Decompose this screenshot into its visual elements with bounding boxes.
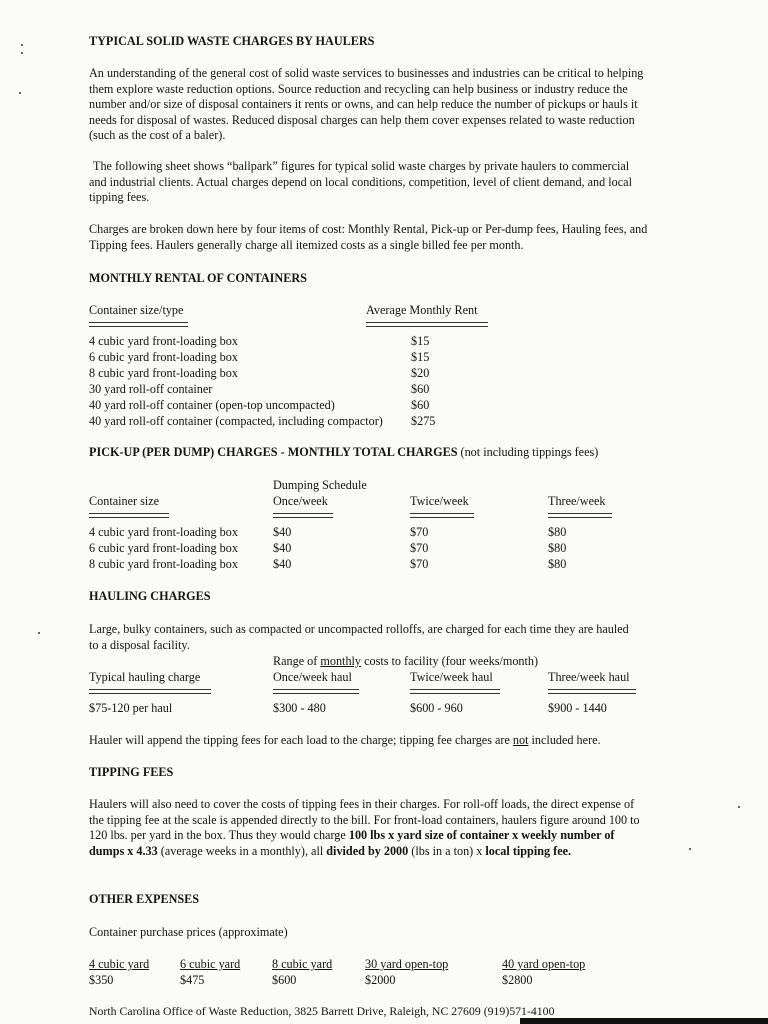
intro-paragraph: An understanding of the general cost of solid waste services to businesses and industries can be critical to helping them explore waste reduction options. Source reduction and recycling can help business or industry reduce the number and/or size of disposal containers it rents or owns, and can help reduce the number of pickups or hauls it needs for disposal of wastes. Reduced disposal charges can help them cover expenses related to waste reduction (such as the cost of a baler). <box>89 66 644 143</box>
hauling-note: Hauler will append the tipping fees for each load to the charge; tipping fee charges are not included here. <box>89 733 601 747</box>
section-heading-hauling: HAULING CHARGES <box>89 589 211 603</box>
purchase-item-price: $600 <box>272 973 297 987</box>
pickup-once: $40 <box>273 557 292 571</box>
page-title: TYPICAL SOLID WASTE CHARGES BY HAULERS <box>89 34 375 48</box>
rental-rent: $15 <box>411 334 430 348</box>
rental-type: 8 cubic yard front-loading box <box>89 366 238 380</box>
double-rule <box>89 689 211 694</box>
purchase-prices-label: Container purchase prices (approximate) <box>89 925 288 939</box>
rental-type: 40 yard roll-off container (open-top uncompacted) <box>89 398 335 412</box>
hauling-once: $300 - 480 <box>273 701 326 715</box>
section-heading-rental: MONTHLY RENTAL OF CONTAINERS <box>89 271 307 285</box>
double-rule <box>89 322 188 327</box>
purchase-item-price: $2000 <box>365 973 396 987</box>
hauling-typical: $75-120 per haul <box>89 701 173 715</box>
hauling-col-typical: Typical hauling charge <box>89 670 201 684</box>
hauling-text: Large, bulky containers, such as compacted or uncompacted rolloffs, are charged for each time they are hauled to a disposal facility. <box>89 622 629 652</box>
double-rule <box>273 689 359 694</box>
pickup-col-three: Three/week <box>548 494 606 508</box>
pickup-heading-note: (not including tippings fees) <box>460 445 599 459</box>
pickup-col-twice: Twice/week <box>410 494 469 508</box>
pickup-twice: $70 <box>410 557 429 571</box>
rental-col-type: Container size/type <box>89 303 184 317</box>
purchase-item-label: 8 cubic yard <box>272 957 333 971</box>
section-heading-tipping: TIPPING FEES <box>89 765 174 779</box>
rental-col-rent: Average Monthly Rent <box>366 303 478 317</box>
hauling-range-label: Range of monthly costs to facility (four weeks/month) <box>273 654 539 668</box>
purchase-item-price: $350 <box>89 973 114 987</box>
rental-type: 4 cubic yard front-loading box <box>89 334 238 348</box>
pickup-three: $80 <box>548 557 567 571</box>
purchase-item-price: $2800 <box>502 973 533 987</box>
pickup-twice: $70 <box>410 541 429 555</box>
rental-rent: $15 <box>411 350 430 364</box>
section-heading-pickup <box>89 445 598 461</box>
purchase-item-label: 30 yard open-top <box>365 957 449 971</box>
pickup-three: $80 <box>548 541 567 555</box>
rental-rent: $20 <box>411 366 430 380</box>
bottom-edge-rule <box>520 1018 768 1024</box>
pickup-twice: $70 <box>410 525 429 539</box>
purchase-item-label: 6 cubic yard <box>180 957 241 971</box>
dumping-schedule-label: Dumping Schedule <box>273 478 367 492</box>
double-rule <box>89 513 169 518</box>
scan-speck <box>38 632 40 634</box>
rental-type: 6 cubic yard front-loading box <box>89 350 238 364</box>
pickup-size: 6 cubic yard front-loading box <box>89 541 238 555</box>
purchase-item-label: 40 yard open-top <box>502 957 586 971</box>
rental-type: 40 yard roll-off container (compacted, including compactor) <box>89 414 383 428</box>
rental-rent: $60 <box>411 398 430 412</box>
pickup-col-size: Container size <box>89 494 160 508</box>
hauling-col-three: Three/week haul <box>548 670 630 684</box>
pickup-heading: PICK-UP (PER DUMP) CHARGES - MONTHLY TOTAL CHARGES <box>89 445 458 459</box>
pickup-col-once: Once/week <box>273 494 328 508</box>
double-rule <box>548 513 612 518</box>
double-rule <box>410 689 500 694</box>
tipping-text: Haulers will also need to cover the costs of tipping fees in their charges. For roll-off loads, the direct expense of the tipping fee at the scale is appended directly to the bill. For front-load containers, haulers figure around 100 to 120 lbs. per yard in the box. Thus they would charge 100 lbs x yard size of container x weekly number of dumps x 4.33 (average weeks in a monthly), all divided by 2000 (lbs in a ton) x local tipping fee. <box>89 797 640 858</box>
pickup-size: 8 cubic yard front-loading box <box>89 557 238 571</box>
pickup-three: $80 <box>548 525 567 539</box>
scan-speck <box>689 848 691 850</box>
rental-type: 30 yard roll-off container <box>89 382 213 396</box>
hauling-col-once: Once/week haul <box>273 670 352 684</box>
double-rule <box>548 689 636 694</box>
intro-paragraph: The following sheet shows “ballpark” figures for typical solid waste charges by private haulers to commercial and industrial clients. Actual charges depend on local conditions, competition, level of client demand, and local tipping fees. <box>89 159 632 205</box>
double-rule <box>366 322 488 327</box>
rental-rent: $275 <box>411 414 436 428</box>
rental-rent: $60 <box>411 382 430 396</box>
hauling-three: $900 - 1440 <box>548 701 607 715</box>
footer-address: North Carolina Office of Waste Reduction, 3825 Barrett Drive, Raleigh, NC 27609 (919)571-4100 <box>89 1004 555 1018</box>
scan-speck <box>21 44 23 46</box>
hauling-twice: $600 - 960 <box>410 701 463 715</box>
hauling-col-twice: Twice/week haul <box>410 670 493 684</box>
intro-paragraph: Charges are broken down here by four items of cost: Monthly Rental, Pick-up or Per-dump fees, Hauling fees, and Tipping fees. Haulers generally charge all itemized costs as a single billed fee per month. <box>89 222 648 252</box>
double-rule <box>273 513 333 518</box>
pickup-once: $40 <box>273 525 292 539</box>
pickup-size: 4 cubic yard front-loading box <box>89 525 238 539</box>
pickup-once: $40 <box>273 541 292 555</box>
double-rule <box>410 513 474 518</box>
scan-speck <box>21 52 23 54</box>
section-heading-other: OTHER EXPENSES <box>89 892 200 906</box>
purchase-item-label: 4 cubic yard <box>89 957 150 971</box>
purchase-item-price: $475 <box>180 973 205 987</box>
scan-speck <box>738 806 740 808</box>
scan-speck <box>19 92 21 94</box>
